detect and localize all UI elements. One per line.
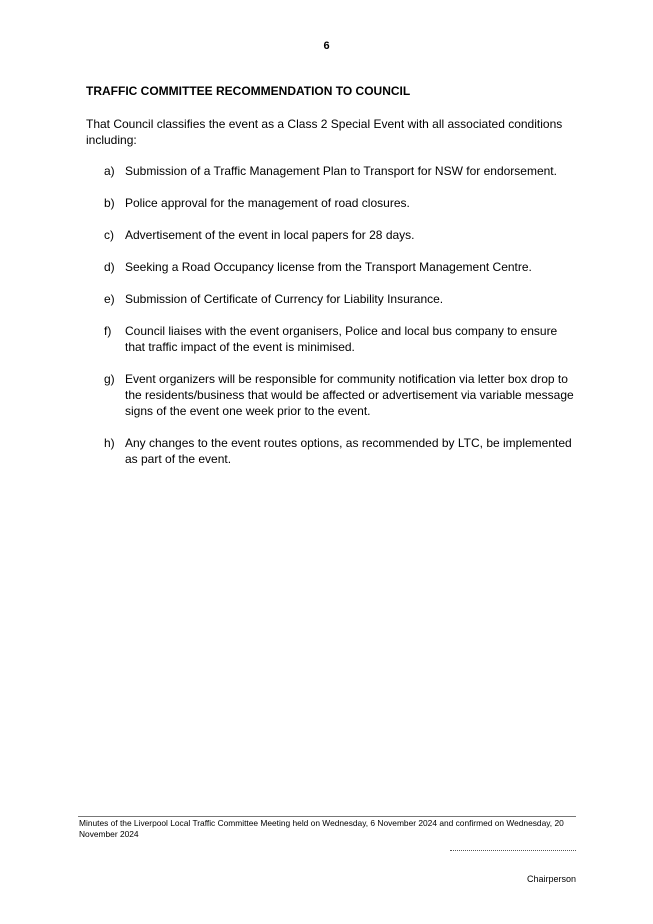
list-marker: g) xyxy=(104,372,115,386)
signature-line xyxy=(450,850,576,851)
list-marker: b) xyxy=(104,196,115,210)
intro-paragraph: That Council classifies the event as a Class 2 Special Event with all associated conditions including: xyxy=(86,117,563,147)
list-marker: h) xyxy=(104,436,115,450)
list-item-g xyxy=(104,371,574,419)
list-item-text: Event organizers will be responsible for community notification via letter box drop to the residents/business that would be affected or advertisement via variable message signs of the event one week prior to the event. xyxy=(125,372,574,418)
list-marker: e) xyxy=(104,292,115,306)
list-item-a xyxy=(104,163,574,179)
list-marker: a) xyxy=(104,164,115,178)
list-item-text: Submission of Certificate of Currency for Liability Insurance. xyxy=(125,292,444,306)
list-marker: c) xyxy=(104,228,114,242)
footer-divider xyxy=(78,816,576,817)
list-marker: f) xyxy=(104,324,112,338)
list-item-text: Police approval for the management of road closures. xyxy=(125,196,410,210)
list-item-b xyxy=(104,195,574,211)
list-item-text: Seeking a Road Occupancy license from the Transport Management Centre. xyxy=(125,260,532,274)
footer-minutes-text: Minutes of the Liverpool Local Traffic Committee Meeting held on Wednesday, 6 November 2024 and confirmed on Wednesday, 20 November 2024 xyxy=(79,818,564,839)
list-item-h xyxy=(104,435,574,467)
list-item-d xyxy=(104,259,574,275)
list-item-text: Advertisement of the event in local papers for 28 days. xyxy=(125,228,415,242)
section-heading: TRAFFIC COMMITTEE RECOMMENDATION TO COUNCIL xyxy=(86,84,411,98)
list-item-text: Council liaises with the event organisers, Police and local bus company to ensure that traffic impact of the event is minimised. xyxy=(125,324,558,354)
list-marker: d) xyxy=(104,260,115,274)
page-number: 6 xyxy=(323,40,330,52)
list-item-text: Any changes to the event routes options, as recommended by LTC, be implemented as part of the event. xyxy=(125,436,572,466)
list-item-e xyxy=(104,291,574,307)
list-item-c xyxy=(104,227,574,243)
list-item-f xyxy=(104,323,574,355)
chairperson-label: Chairperson xyxy=(526,874,576,884)
list-item-text: Submission of a Traffic Management Plan to Transport for NSW for endorsement. xyxy=(125,164,557,178)
